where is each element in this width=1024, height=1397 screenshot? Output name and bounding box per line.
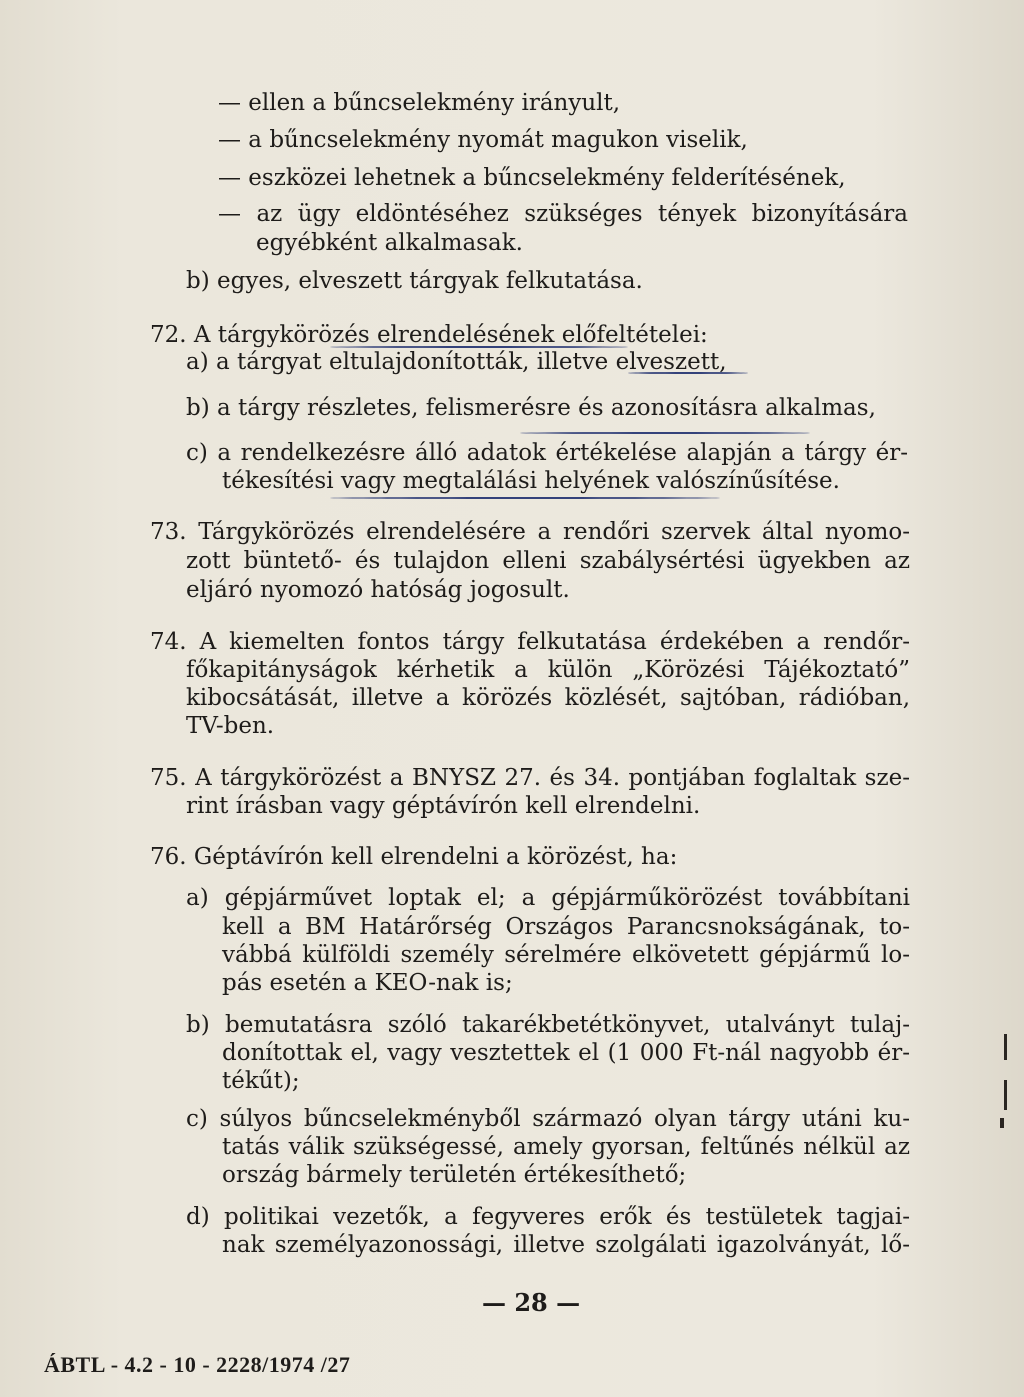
p74-line1: 74. A kiemelten fontos tárgy felkutatása érdekében a rendőr- (150, 629, 910, 655)
dash-item-2: — a bűncselekmény nyomát magukon viselik, (218, 127, 748, 153)
p72-heading: 72. A tárgykörözés elrendelésének előfeltételei: (150, 322, 708, 348)
p76-a-line4: pás esetén a KEO-nak is; (222, 970, 513, 996)
p76-d-line2: nak személyazonossági, illetve szolgálati igazolványát, lő- (222, 1232, 910, 1258)
archive-reference: ÁBTL - 4.2 - 10 - 2228/1974 /27 (44, 1352, 351, 1377)
item-b-top: b) egyes, elveszett tárgyak felkutatása. (186, 268, 643, 294)
p72-item-c-line1: c) a rendelkezésre álló adatok értékelése alapján a tárgy ér- (186, 440, 908, 466)
p76-b-line3: tékűt); (222, 1068, 300, 1094)
dash-item-4-cont: egyébként alkalmasak. (256, 230, 523, 256)
p76-heading: 76. Géptávírón kell elrendelni a körözést, ha: (150, 844, 678, 870)
p76-a-line1: a) gépjárművet loptak el; a gépjárműkörözést továbbítani (186, 885, 910, 911)
pen-underline-3 (520, 432, 810, 434)
pen-underline-1 (330, 346, 628, 348)
p75-line1: 75. A tárgykörözést a BNYSZ 27. és 34. pontjában foglaltak sze- (150, 765, 910, 791)
binding-mark (1000, 1118, 1004, 1128)
dash-item-3: — eszközei lehetnek a bűncselekmény felderítésének, (218, 165, 846, 191)
p76-c-line1: c) súlyos bűncselekményből származó olyan tárgy utáni ku- (186, 1106, 910, 1132)
p73-line1: 73. Tárgykörözés elrendelésére a rendőri szervek által nyomo- (150, 519, 910, 545)
p72-item-a: a) a tárgyat eltulajdonították, illetve elveszett, (186, 349, 727, 375)
p76-a-line3: vábbá külföldi személy sérelmére elkövetett gépjármű lo- (222, 942, 910, 968)
pen-underline-4 (330, 497, 720, 499)
p74-line3: kibocsátását, illetve a körözés közlését, sajtóban, rádióban, (186, 685, 910, 711)
p74-line4: TV-ben. (186, 713, 275, 739)
dash-item-4: — az ügy eldöntéséhez szükséges tények bizonyítására (218, 201, 908, 227)
p76-d-line1: d) politikai vezetők, a fegyveres erők és testületek tagjai- (186, 1204, 910, 1230)
pen-underline-2 (628, 372, 748, 374)
p73-line3: eljáró nyomozó hatóság jogosult. (186, 577, 570, 603)
binding-mark (1004, 1034, 1007, 1060)
p75-line2: rint írásban vagy géptávírón kell elrendelni. (186, 793, 701, 819)
dash-item-1: — ellen a bűncselekmény irányult, (218, 90, 621, 116)
p76-a-line2: kell a BM Határőrség Országos Parancsnokságának, to- (222, 914, 910, 940)
p72-item-c-line2: tékesítési vagy megtalálási helyének valószínűsítése. (222, 468, 840, 494)
p72-item-b: b) a tárgy részletes, felismerésre és azonosításra alkalmas, (186, 395, 876, 421)
p76-b-line1: b) bemutatásra szóló takarékbetétkönyvet, utalványt tulaj- (186, 1012, 910, 1038)
page-number: — 28 — (482, 1288, 581, 1317)
binding-mark (1004, 1080, 1007, 1110)
p74-line2: főkapitányságok kérhetik a külön „Körözési Tájékoztató” (186, 657, 910, 683)
p76-c-line3: ország bármely területén értékesíthető; (222, 1162, 687, 1188)
p76-b-line2: donítottak el, vagy vesztettek el (1 000 Ft-nál nagyobb ér- (222, 1040, 910, 1066)
p76-c-line2: tatás válik szükségessé, amely gyorsan, feltűnés nélkül az (222, 1134, 910, 1160)
p73-line2: zott büntető- és tulajdon elleni szabálysértési ügyekben az (186, 548, 910, 574)
